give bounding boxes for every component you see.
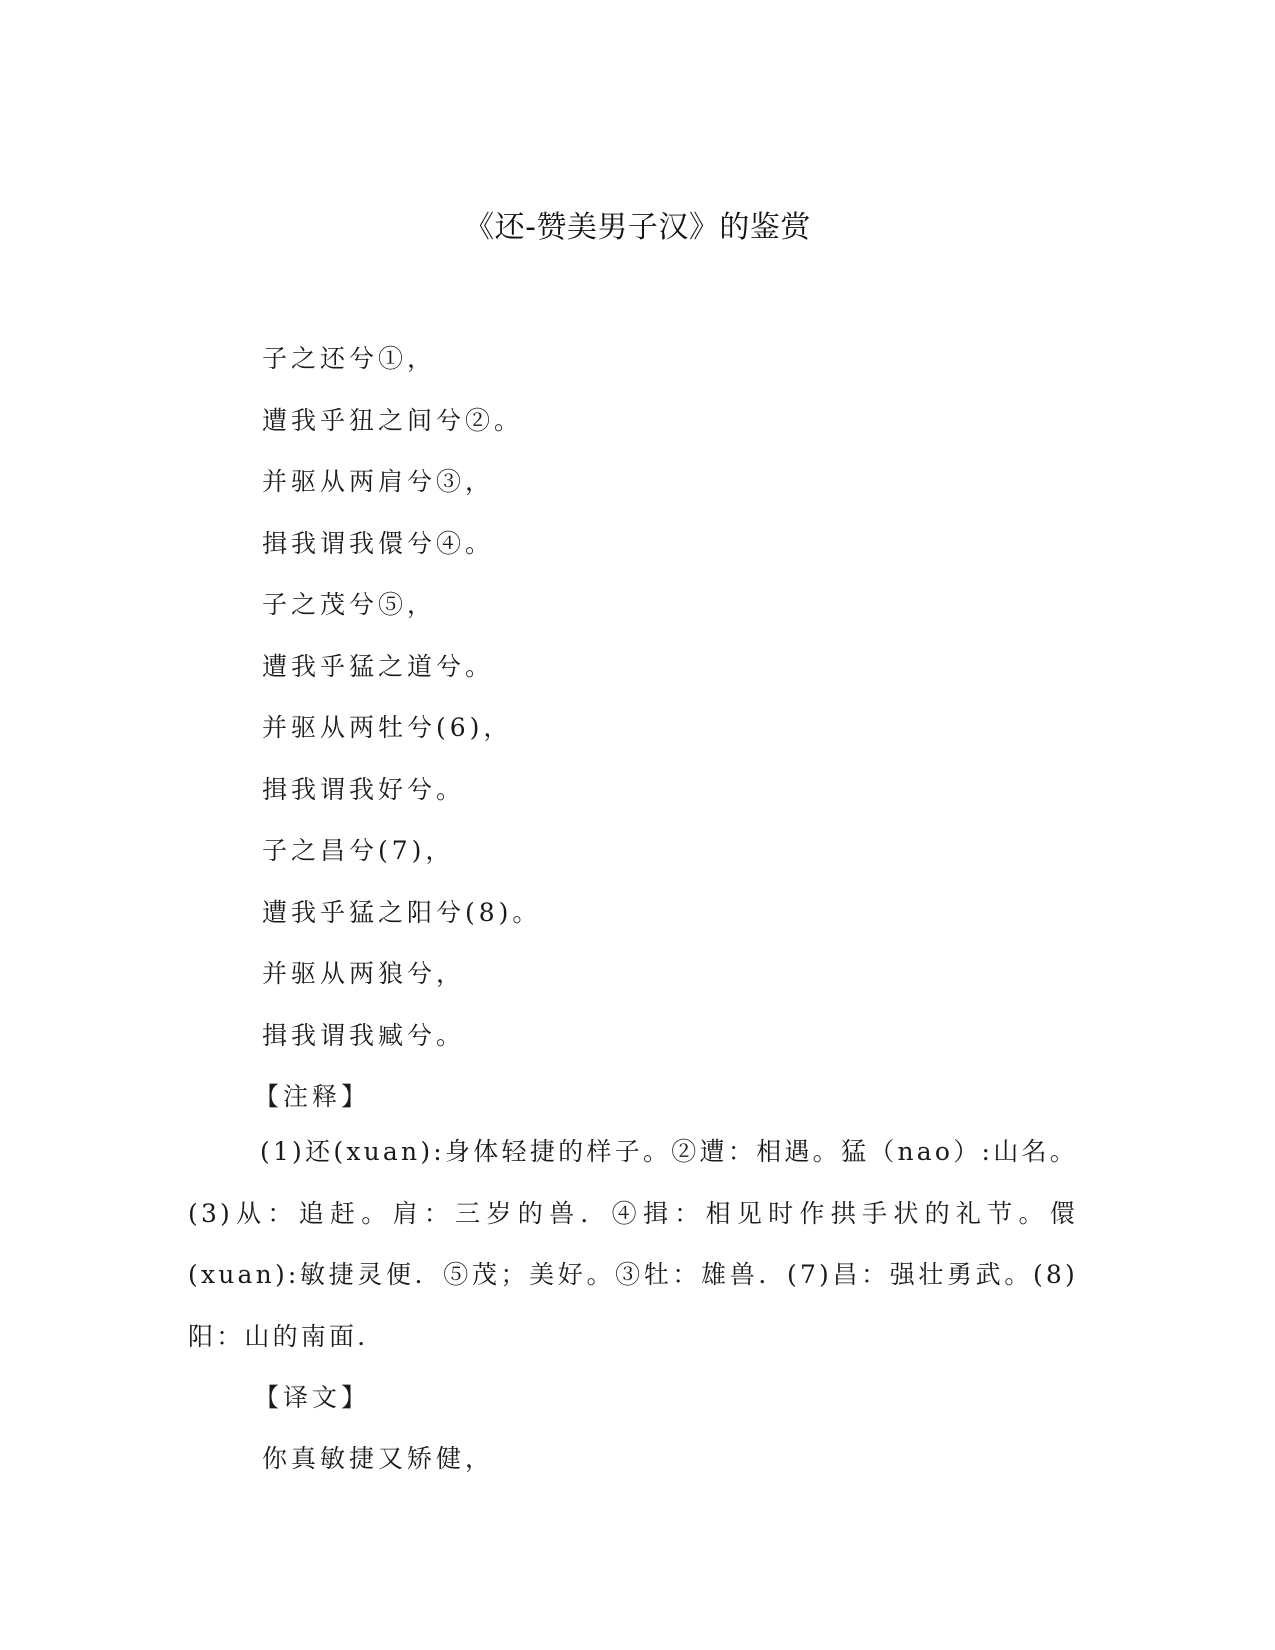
notes-heading: 【注释】 bbox=[254, 1082, 371, 1111]
poem-line: 遭我乎猛之道兮。 bbox=[262, 651, 495, 681]
poem-line: 揖我谓我好兮。 bbox=[262, 774, 466, 804]
document-title: 《还-赞美男子汉》的鉴赏 bbox=[464, 210, 811, 245]
notes-paragraph: (1)还(xuan):身体轻捷的样子。②遭：相遇。猛（nao）:山名。(3)从：追赶。肩：三岁的兽．④揖：相见时作拱手状的礼节。儇(xuan):敏捷灵便．⑤茂；美好。③牡：雄兽．(7)昌：强壮勇武。(8)阳：山的南面． bbox=[188, 1137, 1078, 1351]
poem-line: 揖我谓我臧兮。 bbox=[262, 1020, 466, 1050]
translation-line: 你真敏捷又矫健， bbox=[262, 1444, 495, 1473]
poem-line: 子之还兮①， bbox=[262, 344, 437, 373]
poem-line: 子之茂兮⑤， bbox=[262, 590, 437, 619]
poem-line: 遭我乎狃之间兮②。 bbox=[262, 405, 524, 435]
poem-line: 并驱从两狼兮， bbox=[262, 959, 466, 988]
poem-body bbox=[254, 328, 1122, 1128]
poem-line: 子之昌兮(7)， bbox=[262, 836, 455, 865]
poem-line: 遭我乎猛之阳兮(8)。 bbox=[262, 897, 542, 927]
poem-line: 并驱从两肩兮③， bbox=[262, 467, 495, 496]
poem-line: 揖我谓我儇兮④。 bbox=[262, 528, 495, 558]
translation-heading: 【译文】 bbox=[254, 1383, 371, 1412]
poem-line: 并驱从两牡兮(6)， bbox=[262, 713, 513, 742]
